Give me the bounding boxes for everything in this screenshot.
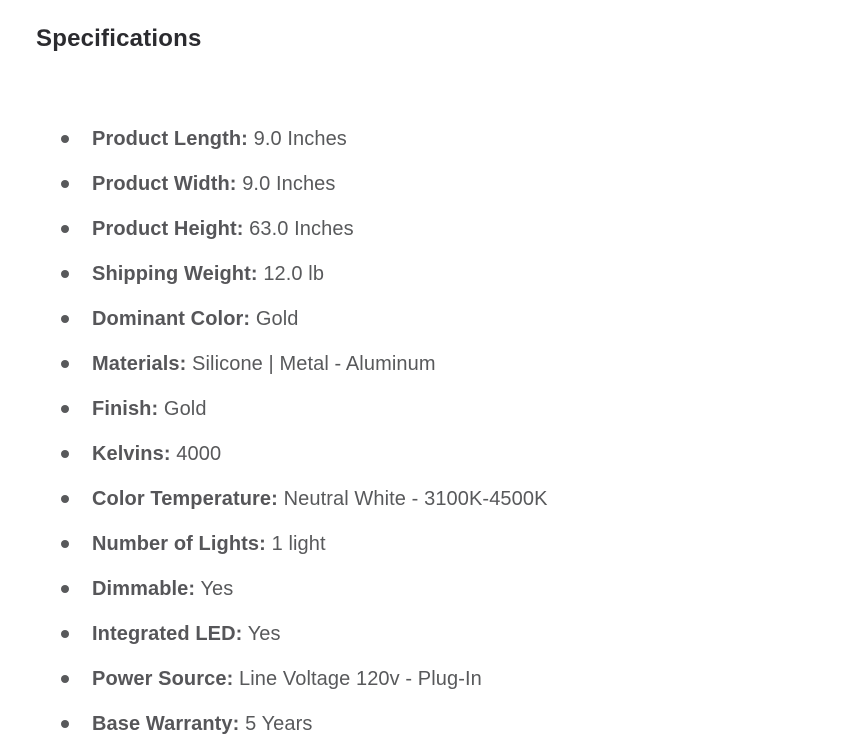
spec-label: Color Temperature: — [92, 488, 278, 510]
spec-label: Product Width: — [92, 173, 237, 195]
spec-item — [36, 128, 810, 151]
bullet-icon — [61, 450, 69, 458]
spec-value: 63.0 Inches — [249, 218, 354, 240]
spec-item — [36, 398, 810, 421]
bullet-icon — [61, 495, 69, 503]
spec-value: 12.0 lb — [263, 263, 325, 285]
spec-value: 5 Years — [245, 713, 313, 735]
spec-value: Neutral White - 3100K-4500K — [283, 488, 548, 510]
spec-label: Integrated LED: — [92, 623, 243, 645]
spec-value: Line Voltage 120v - Plug-In — [239, 668, 482, 690]
bullet-icon — [61, 315, 69, 323]
bullet-icon — [61, 720, 69, 728]
spec-label: Number of Lights: — [92, 533, 266, 555]
spec-item — [36, 623, 810, 646]
spec-item — [36, 308, 810, 331]
bullet-icon — [61, 630, 69, 638]
spec-item — [36, 353, 810, 376]
spec-label: Kelvins: — [92, 443, 171, 465]
spec-value: Yes — [200, 578, 234, 600]
section-title: Specifications — [36, 25, 202, 52]
spec-value: 4000 — [176, 443, 222, 465]
spec-value: Gold — [255, 308, 299, 330]
spec-label: Product Length: — [92, 128, 248, 150]
spec-label: Finish: — [92, 398, 159, 420]
spec-label: Power Source: — [92, 668, 234, 690]
spec-value: 9.0 Inches — [242, 173, 336, 195]
spec-item — [36, 173, 810, 196]
bullet-icon — [61, 225, 69, 233]
bullet-icon — [61, 675, 69, 683]
spec-item — [36, 443, 810, 466]
spec-label: Dimmable: — [92, 578, 196, 600]
spec-value: Gold — [163, 398, 207, 420]
spec-value: 9.0 Inches — [253, 128, 347, 150]
spec-item — [36, 218, 810, 241]
bullet-icon — [61, 405, 69, 413]
spec-label: Base Warranty: — [92, 713, 240, 735]
spec-label: Product Height: — [92, 218, 244, 240]
spec-label: Materials: — [92, 353, 187, 375]
bullet-icon — [61, 585, 69, 593]
spec-item — [36, 488, 810, 511]
spec-list — [36, 128, 810, 736]
bullet-icon — [61, 135, 69, 143]
bullet-icon — [61, 270, 69, 278]
spec-label: Dominant Color: — [92, 308, 251, 330]
spec-item — [36, 533, 810, 556]
spec-item — [36, 578, 810, 601]
spec-value: 1 light — [271, 533, 326, 555]
spec-value: Silicone | Metal - Aluminum — [192, 353, 436, 375]
spec-item — [36, 263, 810, 286]
spec-value: Yes — [247, 623, 281, 645]
bullet-icon — [61, 540, 69, 548]
spec-item — [36, 668, 810, 691]
bullet-icon — [61, 360, 69, 368]
spec-item — [36, 713, 810, 736]
spec-label: Shipping Weight: — [92, 263, 258, 285]
bullet-icon — [61, 180, 69, 188]
